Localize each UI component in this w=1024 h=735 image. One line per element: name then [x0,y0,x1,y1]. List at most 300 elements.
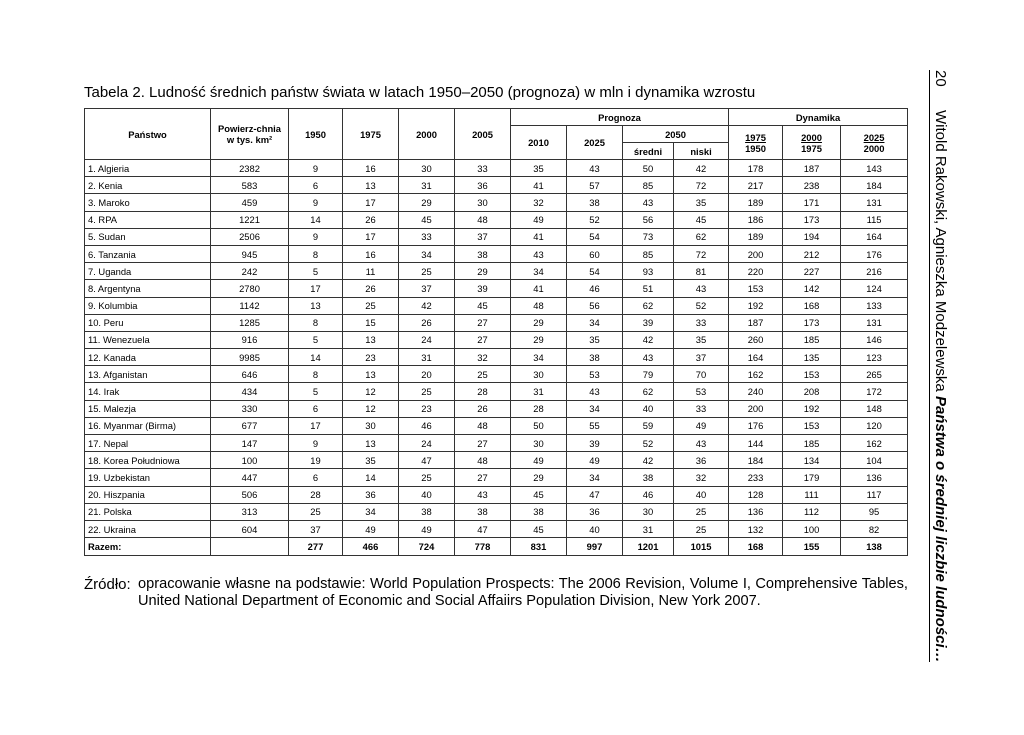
cell-p2025: 39 [567,435,623,452]
cell-v1950: 5 [289,383,343,400]
header-niski: niski [674,143,729,160]
cell-niski: 33 [674,400,729,417]
cell-v2005: 27 [455,314,511,331]
table-row [85,263,908,280]
cell-name: 7. Uganda [85,263,211,280]
cell-v1975: 13 [343,177,399,194]
table-row [85,383,908,400]
cell-sredni: 42 [623,331,674,348]
population-table [84,108,908,556]
cell-p2025: 57 [567,177,623,194]
cell-name: 15. Malezja [85,400,211,417]
cell-name: 14. Irak [85,383,211,400]
cell-sredni: 42 [623,452,674,469]
cell-v1950: 14 [289,349,343,366]
cell-sredni: 59 [623,417,674,434]
cell-v1975: 11 [343,263,399,280]
cell-v2005: 48 [455,417,511,434]
cell-v2005: 25 [455,366,511,383]
cell-v2000: 25 [399,263,455,280]
cell-area: 2506 [211,228,289,245]
cell-sredni: 50 [623,160,674,177]
cell-p2025: 55 [567,417,623,434]
cell-d1: 189 [729,194,783,211]
cell-d1: 240 [729,383,783,400]
cell-d3: 120 [841,417,908,434]
cell-v1950: 9 [289,160,343,177]
cell-d3: 265 [841,366,908,383]
cell-d1: 164 [729,349,783,366]
cell-d3: 176 [841,245,908,262]
cell-p2010: 43 [511,245,567,262]
cell-p2025: 60 [567,245,623,262]
cell-d2: 179 [783,469,841,486]
cell-v1950: 9 [289,194,343,211]
cell-v1950: 19 [289,452,343,469]
cell-v2000: 23 [399,400,455,417]
cell-d2: 173 [783,314,841,331]
cell-d3: 95 [841,503,908,520]
cell-d2: 100 [783,520,841,537]
table-row [85,417,908,434]
cell-v2005: 33 [455,160,511,177]
cell-niski: 35 [674,194,729,211]
cell-v1950: 5 [289,263,343,280]
cell-niski: 25 [674,520,729,537]
cell-d2: 153 [783,366,841,383]
table-row [85,177,908,194]
total-sredni: 1201 [623,538,674,556]
cell-d3: 148 [841,400,908,417]
cell-p2010: 35 [511,160,567,177]
cell-sredni: 62 [623,297,674,314]
cell-sredni: 40 [623,400,674,417]
cell-v1950: 28 [289,486,343,503]
cell-niski: 25 [674,503,729,520]
cell-niski: 35 [674,331,729,348]
cell-name: 19. Uzbekistan [85,469,211,486]
cell-v1975: 12 [343,400,399,417]
cell-niski: 36 [674,452,729,469]
cell-v2005: 27 [455,469,511,486]
header-dyn-2000-1975: 2000 1975 [783,126,841,160]
total-d1: 168 [729,538,783,556]
cell-v1950: 37 [289,520,343,537]
cell-sredni: 51 [623,280,674,297]
cell-name: 17. Nepal [85,435,211,452]
cell-v1950: 17 [289,280,343,297]
total-d3: 138 [841,538,908,556]
table-row [85,349,908,366]
cell-d1: 200 [729,245,783,262]
cell-area: 9985 [211,349,289,366]
cell-niski: 62 [674,228,729,245]
cell-area: 447 [211,469,289,486]
cell-area: 434 [211,383,289,400]
cell-v1950: 6 [289,469,343,486]
cell-v1950: 25 [289,503,343,520]
cell-name: 22. Ukraina [85,520,211,537]
cell-p2010: 29 [511,331,567,348]
header-dyn-2025-2000: 2025 2000 [841,126,908,160]
cell-v2005: 30 [455,194,511,211]
table-row [85,331,908,348]
header-dyn-1975-1950: 1975 1950 [729,126,783,160]
cell-p2010: 34 [511,349,567,366]
cell-sredni: 85 [623,177,674,194]
running-title: Państwa o średniej liczbie ludności… [932,395,949,663]
cell-name: 11. Wenezuela [85,331,211,348]
cell-area: 916 [211,331,289,348]
cell-v1975: 17 [343,194,399,211]
cell-niski: 32 [674,469,729,486]
table-row [85,366,908,383]
cell-sredni: 73 [623,228,674,245]
cell-v1950: 8 [289,314,343,331]
cell-v1975: 26 [343,280,399,297]
cell-d2: 192 [783,400,841,417]
cell-niski: 72 [674,245,729,262]
cell-name: 9. Kolumbia [85,297,211,314]
running-authors: Witold Rakowski, Agnieszka Modzelewska [932,110,949,392]
cell-v2000: 49 [399,520,455,537]
cell-v2000: 30 [399,160,455,177]
cell-d2: 187 [783,160,841,177]
total-area [211,538,289,556]
cell-d1: 260 [729,331,783,348]
cell-v1975: 34 [343,503,399,520]
cell-sredni: 62 [623,383,674,400]
table-row [85,194,908,211]
cell-v2000: 29 [399,194,455,211]
cell-v1975: 17 [343,228,399,245]
cell-sredni: 93 [623,263,674,280]
cell-v1975: 15 [343,314,399,331]
cell-v2000: 26 [399,314,455,331]
cell-sredni: 38 [623,469,674,486]
cell-d3: 164 [841,228,908,245]
cell-v2005: 28 [455,383,511,400]
cell-v1975: 12 [343,383,399,400]
cell-p2025: 52 [567,211,623,228]
cell-d3: 117 [841,486,908,503]
table-row [85,160,908,177]
cell-v1950: 17 [289,417,343,434]
cell-p2010: 49 [511,452,567,469]
cell-v2000: 47 [399,452,455,469]
cell-d2: 153 [783,417,841,434]
cell-v2005: 43 [455,486,511,503]
cell-v2005: 45 [455,297,511,314]
cell-v1950: 14 [289,211,343,228]
cell-area: 677 [211,417,289,434]
cell-niski: 49 [674,417,729,434]
cell-niski: 70 [674,366,729,383]
cell-p2025: 38 [567,349,623,366]
table-row [85,520,908,537]
header-dynamika: Dynamika [729,109,908,126]
total-2000: 724 [399,538,455,556]
cell-p2025: 40 [567,520,623,537]
cell-d1: 144 [729,435,783,452]
cell-v2000: 25 [399,383,455,400]
cell-d1: 200 [729,400,783,417]
cell-area: 242 [211,263,289,280]
cell-v2005: 27 [455,435,511,452]
cell-sredni: 85 [623,245,674,262]
header-1950: 1950 [289,109,343,160]
cell-name: 4. RPA [85,211,211,228]
cell-v2005: 29 [455,263,511,280]
header-sredni: średni [623,143,674,160]
cell-area: 2780 [211,280,289,297]
cell-v2000: 31 [399,349,455,366]
cell-area: 646 [211,366,289,383]
table-row [85,486,908,503]
cell-v2005: 38 [455,245,511,262]
cell-d1: 153 [729,280,783,297]
cell-name: 16. Myanmar (Birma) [85,417,211,434]
cell-v1975: 25 [343,297,399,314]
cell-d3: 131 [841,194,908,211]
header-panstwo: Państwo [85,109,211,160]
header-1975: 1975 [343,109,399,160]
table-row [85,314,908,331]
total-1950: 277 [289,538,343,556]
cell-area: 945 [211,245,289,262]
cell-v2000: 33 [399,228,455,245]
cell-d2: 142 [783,280,841,297]
table-row [85,400,908,417]
cell-d3: 115 [841,211,908,228]
cell-v2005: 26 [455,400,511,417]
table-row [85,228,908,245]
header-prognoza: Prognoza [511,109,729,126]
cell-p2025: 56 [567,297,623,314]
cell-v1975: 14 [343,469,399,486]
cell-v1975: 23 [343,349,399,366]
cell-p2010: 28 [511,400,567,417]
cell-d2: 212 [783,245,841,262]
cell-name: 3. Maroko [85,194,211,211]
cell-v1975: 16 [343,160,399,177]
cell-d3: 184 [841,177,908,194]
cell-v1950: 13 [289,297,343,314]
cell-d3: 82 [841,520,908,537]
cell-p2025: 54 [567,228,623,245]
cell-d1: 132 [729,520,783,537]
total-2005: 778 [455,538,511,556]
table-row [85,469,908,486]
cell-v2000: 34 [399,245,455,262]
cell-sredni: 30 [623,503,674,520]
table-row [85,503,908,520]
cell-name: 8. Argentyna [85,280,211,297]
cell-v1950: 9 [289,228,343,245]
cell-v2000: 45 [399,211,455,228]
cell-p2010: 45 [511,486,567,503]
cell-v2005: 39 [455,280,511,297]
table-row [85,452,908,469]
total-row [85,538,908,556]
cell-name: 12. Kanada [85,349,211,366]
cell-v2005: 47 [455,520,511,537]
cell-d2: 112 [783,503,841,520]
cell-v2005: 32 [455,349,511,366]
cell-v1950: 5 [289,331,343,348]
cell-d3: 123 [841,349,908,366]
total-label: Razem: [85,538,211,556]
cell-d2: 168 [783,297,841,314]
cell-d3: 143 [841,160,908,177]
cell-area: 459 [211,194,289,211]
cell-p2025: 34 [567,314,623,331]
cell-p2010: 29 [511,469,567,486]
cell-name: 18. Korea Południowa [85,452,211,469]
cell-p2025: 46 [567,280,623,297]
cell-v2000: 38 [399,503,455,520]
cell-d1: 186 [729,211,783,228]
cell-name: 21. Polska [85,503,211,520]
cell-v2005: 48 [455,452,511,469]
cell-d3: 104 [841,452,908,469]
cell-p2025: 53 [567,366,623,383]
cell-p2010: 45 [511,520,567,537]
total-1975: 466 [343,538,399,556]
cell-d1: 176 [729,417,783,434]
cell-p2010: 32 [511,194,567,211]
header-p2050: 2050 [623,126,729,143]
cell-d2: 208 [783,383,841,400]
total-p2025: 997 [567,538,623,556]
cell-d2: 135 [783,349,841,366]
cell-p2025: 34 [567,469,623,486]
cell-d3: 133 [841,297,908,314]
cell-d1: 184 [729,452,783,469]
cell-p2010: 50 [511,417,567,434]
cell-area: 147 [211,435,289,452]
cell-name: 20. Hiszpania [85,486,211,503]
cell-sredni: 52 [623,435,674,452]
cell-p2010: 41 [511,177,567,194]
cell-niski: 43 [674,280,729,297]
table-row [85,297,908,314]
cell-niski: 40 [674,486,729,503]
cell-d3: 136 [841,469,908,486]
cell-d1: 128 [729,486,783,503]
cell-d1: 233 [729,469,783,486]
cell-niski: 37 [674,349,729,366]
cell-v2000: 31 [399,177,455,194]
table-row [85,211,908,228]
cell-d2: 134 [783,452,841,469]
cell-niski: 81 [674,263,729,280]
cell-v1950: 6 [289,400,343,417]
header-p2025: 2025 [567,126,623,160]
cell-p2010: 30 [511,366,567,383]
cell-d1: 178 [729,160,783,177]
cell-v1975: 13 [343,435,399,452]
cell-niski: 43 [674,435,729,452]
cell-sredni: 79 [623,366,674,383]
total-d2: 155 [783,538,841,556]
cell-v1975: 49 [343,520,399,537]
cell-d1: 187 [729,314,783,331]
cell-p2010: 30 [511,435,567,452]
cell-v2000: 24 [399,331,455,348]
cell-area: 2382 [211,160,289,177]
cell-area: 506 [211,486,289,503]
cell-p2010: 31 [511,383,567,400]
total-p2010: 831 [511,538,567,556]
cell-p2010: 38 [511,503,567,520]
cell-niski: 45 [674,211,729,228]
cell-d3: 124 [841,280,908,297]
cell-v1975: 36 [343,486,399,503]
cell-v1975: 16 [343,245,399,262]
cell-d1: 162 [729,366,783,383]
cell-v2000: 42 [399,297,455,314]
cell-p2025: 35 [567,331,623,348]
header-2005: 2005 [455,109,511,160]
cell-d3: 131 [841,314,908,331]
cell-v1975: 30 [343,417,399,434]
cell-area: 100 [211,452,289,469]
cell-d3: 216 [841,263,908,280]
cell-area: 1142 [211,297,289,314]
cell-d1: 217 [729,177,783,194]
table-row [85,435,908,452]
table-row [85,280,908,297]
cell-p2010: 41 [511,228,567,245]
cell-v1975: 35 [343,452,399,469]
cell-niski: 52 [674,297,729,314]
cell-name: 2. Kenia [85,177,211,194]
table-row [85,245,908,262]
cell-niski: 72 [674,177,729,194]
source-label: Źródło: [84,576,131,593]
cell-v2000: 20 [399,366,455,383]
cell-d1: 220 [729,263,783,280]
cell-sredni: 43 [623,349,674,366]
cell-v1975: 13 [343,366,399,383]
page-number: 20 [932,70,949,87]
cell-v2005: 48 [455,211,511,228]
cell-v2000: 25 [399,469,455,486]
cell-v1950: 6 [289,177,343,194]
cell-v2000: 37 [399,280,455,297]
cell-d3: 172 [841,383,908,400]
cell-area: 1221 [211,211,289,228]
header-p2010: 2010 [511,126,567,160]
cell-name: 10. Peru [85,314,211,331]
cell-sredni: 46 [623,486,674,503]
total-niski: 1015 [674,538,729,556]
cell-v2000: 46 [399,417,455,434]
cell-d2: 185 [783,331,841,348]
cell-d3: 162 [841,435,908,452]
cell-v1950: 8 [289,245,343,262]
cell-d1: 192 [729,297,783,314]
cell-d2: 171 [783,194,841,211]
cell-sredni: 39 [623,314,674,331]
cell-name: 1. Algieria [85,160,211,177]
cell-d2: 185 [783,435,841,452]
cell-sredni: 43 [623,194,674,211]
cell-p2010: 29 [511,314,567,331]
cell-p2025: 49 [567,452,623,469]
header-powierzchnia: Powierz-chnia w tys. km² [211,109,289,160]
